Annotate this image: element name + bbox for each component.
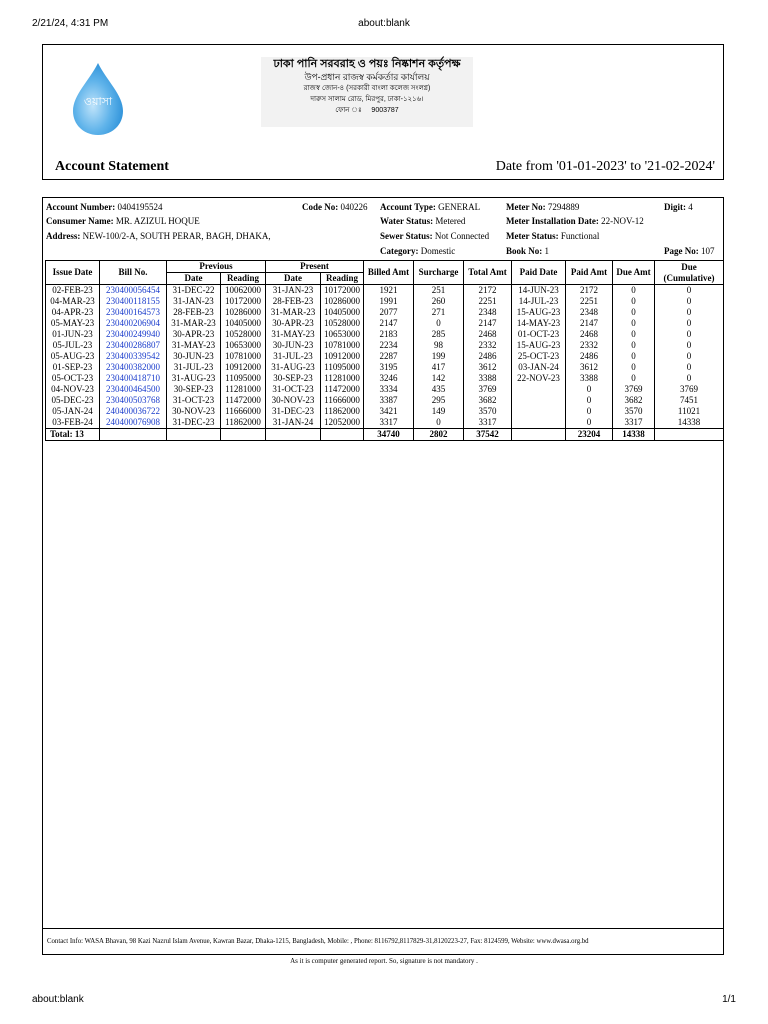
category: Category: Domestic xyxy=(380,246,456,256)
print-footer xyxy=(32,994,736,1008)
cell-previous-reading: 10781000 xyxy=(221,351,266,362)
cell-total-amt: 3388 xyxy=(464,373,512,384)
cell-total-amt: 3317 xyxy=(464,417,512,429)
cell-previous-date: 31-JUL-23 xyxy=(167,362,221,373)
organization-block xyxy=(261,57,473,127)
book-no: Book No: 1 xyxy=(506,246,550,256)
print-datetime: 2/21/24, 4:31 PM xyxy=(32,18,109,29)
cell-surcharge: 199 xyxy=(414,351,464,362)
cell-due-amt: 3317 xyxy=(613,417,655,429)
cell-due-amt: 3682 xyxy=(613,395,655,406)
header-due-amt: Due Amt xyxy=(613,261,655,285)
table-row xyxy=(46,318,724,329)
header-present-date: Date xyxy=(266,273,321,285)
cell-due-cumulative: 0 xyxy=(655,318,724,329)
cell-billed-amt: 2287 xyxy=(364,351,414,362)
cell-due-cumulative: 0 xyxy=(655,373,724,384)
cell-bill-no[interactable]: 230400503768 xyxy=(100,395,167,406)
header-previous-date: Date xyxy=(167,273,221,285)
cell-due-cumulative: 14338 xyxy=(655,417,724,429)
cell-billed-amt: 3387 xyxy=(364,395,414,406)
cell-paid-date: 14-MAY-23 xyxy=(512,318,566,329)
address: Address: NEW-100/2-A, SOUTH PERAR, BAGH, DHAKA, xyxy=(46,231,271,241)
cell-billed-amt: 2183 xyxy=(364,329,414,340)
cell-previous-date: 31-JAN-23 xyxy=(167,296,221,307)
cell-previous-reading: 11472000 xyxy=(221,395,266,406)
cell-previous-date: 31-MAR-23 xyxy=(167,318,221,329)
cell-surcharge: 0 xyxy=(414,417,464,429)
cell-total-amt: 2468 xyxy=(464,329,512,340)
cell-surcharge: 285 xyxy=(414,329,464,340)
cell-surcharge: 251 xyxy=(414,285,464,297)
cell-issue-date: 05-JUL-23 xyxy=(46,340,100,351)
cell-previous-reading: 11666000 xyxy=(221,406,266,417)
cell-paid-amt: 2332 xyxy=(566,340,613,351)
header-previous: Previous xyxy=(167,261,266,273)
cell-present-date: 30-JUN-23 xyxy=(266,340,321,351)
cell-issue-date: 02-FEB-23 xyxy=(46,285,100,297)
cell-previous-reading: 10405000 xyxy=(221,318,266,329)
cell-due-amt: 0 xyxy=(613,285,655,297)
print-header xyxy=(32,18,736,32)
cell-previous-date: 30-JUN-23 xyxy=(167,351,221,362)
contact-info xyxy=(43,928,723,956)
cell-paid-date xyxy=(512,395,566,406)
cell-present-reading: 10172000 xyxy=(321,285,364,297)
total-paid-amt: 23204 xyxy=(566,429,613,441)
statement-table xyxy=(45,260,724,441)
cell-total-amt: 3612 xyxy=(464,362,512,373)
cell-issue-date: 05-AUG-23 xyxy=(46,351,100,362)
cell-due-cumulative: 0 xyxy=(655,362,724,373)
header-present-reading: Reading xyxy=(321,273,364,285)
cell-issue-date: 05-DEC-23 xyxy=(46,395,100,406)
cell-bill-no[interactable]: 230400118155 xyxy=(100,296,167,307)
org-address: দারুস সালাম রোড, মিরপুর, ঢাকা-১২১৬। xyxy=(310,96,424,103)
cell-bill-no[interactable]: 230400206904 xyxy=(100,318,167,329)
cell-bill-no[interactable]: 230400382000 xyxy=(100,362,167,373)
cell-previous-reading: 10912000 xyxy=(221,362,266,373)
table-row xyxy=(46,384,724,395)
cell-previous-reading: 10062000 xyxy=(221,285,266,297)
cell-total-amt: 3769 xyxy=(464,384,512,395)
table-row xyxy=(46,285,724,297)
header-present: Present xyxy=(266,261,364,273)
header-issue-date: Issue Date xyxy=(46,261,100,285)
cell-billed-amt: 3421 xyxy=(364,406,414,417)
cell-paid-date: 03-JAN-24 xyxy=(512,362,566,373)
cell-previous-reading: 11281000 xyxy=(221,384,266,395)
digit: Digit: 4 xyxy=(664,202,693,212)
cell-paid-amt: 0 xyxy=(566,395,613,406)
cell-present-date: 31-JUL-23 xyxy=(266,351,321,362)
cell-previous-reading: 10172000 xyxy=(221,296,266,307)
cell-due-amt: 0 xyxy=(613,318,655,329)
cell-paid-amt: 3612 xyxy=(566,362,613,373)
cell-previous-date: 31-AUG-23 xyxy=(167,373,221,384)
cell-issue-date: 04-APR-23 xyxy=(46,307,100,318)
org-office: উপ-প্রধান রাজস্ব কর্মকর্তার কার্যালয় xyxy=(304,72,430,82)
header-paid-amt: Paid Amt xyxy=(566,261,613,285)
cell-issue-date: 05-JAN-24 xyxy=(46,406,100,417)
cell-due-cumulative: 7451 xyxy=(655,395,724,406)
cell-issue-date: 01-JUN-23 xyxy=(46,329,100,340)
cell-previous-reading: 11862000 xyxy=(221,417,266,429)
cell-bill-no[interactable]: 240400076908 xyxy=(100,417,167,429)
table-row xyxy=(46,351,724,362)
org-phone-number: 9003787 xyxy=(371,107,399,114)
cell-billed-amt: 2147 xyxy=(364,318,414,329)
print-url: about:blank xyxy=(32,994,84,1005)
header-paid-date: Paid Date xyxy=(512,261,566,285)
header-billed-amt: Billed Amt xyxy=(364,261,414,285)
cell-total-amt: 2251 xyxy=(464,296,512,307)
cell-due-cumulative: 0 xyxy=(655,351,724,362)
cell-previous-date: 31-DEC-22 xyxy=(167,285,221,297)
cell-due-cumulative: 11021 xyxy=(655,406,724,417)
cell-surcharge: 295 xyxy=(414,395,464,406)
org-name: ঢাকা পানি সরবরাহ ও পয়ঃ নিষ্কাশন কর্তৃপক্ষ xyxy=(273,58,461,70)
cell-previous-date: 28-FEB-23 xyxy=(167,307,221,318)
cell-surcharge: 142 xyxy=(414,373,464,384)
cell-present-reading: 11666000 xyxy=(321,395,364,406)
cell-due-amt: 0 xyxy=(613,351,655,362)
print-page-number: 1/1 xyxy=(722,994,736,1005)
cell-due-cumulative: 0 xyxy=(655,329,724,340)
cell-paid-amt: 2147 xyxy=(566,318,613,329)
cell-issue-date: 05-MAY-23 xyxy=(46,318,100,329)
cell-billed-amt: 3246 xyxy=(364,373,414,384)
cell-total-amt: 3570 xyxy=(464,406,512,417)
cell-surcharge: 260 xyxy=(414,296,464,307)
statement-body xyxy=(42,197,724,955)
cell-present-reading: 10286000 xyxy=(321,296,364,307)
cell-due-amt: 3570 xyxy=(613,406,655,417)
cell-previous-reading: 11095000 xyxy=(221,373,266,384)
website-link[interactable]: www.dwasa.org.bd xyxy=(536,938,589,945)
cell-previous-reading: 10653000 xyxy=(221,340,266,351)
cell-billed-amt: 3317 xyxy=(364,417,414,429)
cell-present-reading: 11281000 xyxy=(321,373,364,384)
cell-paid-amt: 2468 xyxy=(566,329,613,340)
cell-present-reading: 11095000 xyxy=(321,362,364,373)
cell-paid-amt: 2486 xyxy=(566,351,613,362)
cell-issue-date: 04-NOV-23 xyxy=(46,384,100,395)
cell-present-reading: 10912000 xyxy=(321,351,364,362)
logo-text: ওয়াসা xyxy=(83,95,113,108)
sewer-status: Sewer Status: Not Connected xyxy=(380,231,490,241)
cell-paid-amt: 2172 xyxy=(566,285,613,297)
cell-bill-no[interactable]: 230400339542 xyxy=(100,351,167,362)
cell-present-reading: 10781000 xyxy=(321,340,364,351)
cell-billed-amt: 2077 xyxy=(364,307,414,318)
print-title: about:blank xyxy=(358,18,410,29)
table-row xyxy=(46,307,724,318)
meter-installation-date: Meter Installation Date: 22-NOV-12 xyxy=(506,216,644,226)
table-row xyxy=(46,329,724,340)
cell-paid-date: 15-AUG-23 xyxy=(512,307,566,318)
page-no: Page No: 107 xyxy=(664,246,715,256)
cell-bill-no[interactable]: 230400056454 xyxy=(100,285,167,297)
table-row xyxy=(46,406,724,417)
cell-issue-date: 05-OCT-23 xyxy=(46,373,100,384)
cell-present-reading: 10405000 xyxy=(321,307,364,318)
cell-paid-amt: 0 xyxy=(566,417,613,429)
cell-paid-date xyxy=(512,417,566,429)
cell-paid-date: 15-AUG-23 xyxy=(512,340,566,351)
cell-total-amt: 2147 xyxy=(464,318,512,329)
table-row xyxy=(46,373,724,384)
cell-paid-date: 25-OCT-23 xyxy=(512,351,566,362)
cell-paid-amt: 2251 xyxy=(566,296,613,307)
cell-paid-date: 14-JUN-23 xyxy=(512,285,566,297)
cell-present-date: 31-MAR-23 xyxy=(266,307,321,318)
cell-due-amt: 3769 xyxy=(613,384,655,395)
cell-total-amt: 2348 xyxy=(464,307,512,318)
org-phone-label: ফোন ঃ xyxy=(335,107,362,114)
totals-row xyxy=(46,429,724,441)
cell-paid-date xyxy=(512,384,566,395)
cell-bill-no[interactable]: 230400418710 xyxy=(100,373,167,384)
header-surcharge: Surcharge xyxy=(414,261,464,285)
cell-total-amt: 2332 xyxy=(464,340,512,351)
footnote: As it is computer generated report. So, signature is not mandatory . xyxy=(290,957,478,965)
wasa-logo-icon xyxy=(65,59,131,137)
cell-present-date: 28-FEB-23 xyxy=(266,296,321,307)
cell-previous-reading: 10286000 xyxy=(221,307,266,318)
meter-status: Meter Status: Functional xyxy=(506,231,600,241)
cell-due-amt: 0 xyxy=(613,329,655,340)
statement-rows xyxy=(46,285,724,429)
cell-present-reading: 11862000 xyxy=(321,406,364,417)
cell-paid-date xyxy=(512,406,566,417)
cell-previous-date: 31-MAY-23 xyxy=(167,340,221,351)
cell-present-reading: 10653000 xyxy=(321,329,364,340)
cell-due-amt: 0 xyxy=(613,307,655,318)
header-previous-reading: Reading xyxy=(221,273,266,285)
cell-bill-no[interactable]: 230400464500 xyxy=(100,384,167,395)
table-row xyxy=(46,417,724,429)
cell-previous-date: 30-SEP-23 xyxy=(167,384,221,395)
cell-previous-date: 30-NOV-23 xyxy=(167,406,221,417)
cell-paid-date: 22-NOV-23 xyxy=(512,373,566,384)
cell-billed-amt: 3334 xyxy=(364,384,414,395)
cell-total-amt: 2172 xyxy=(464,285,512,297)
cell-due-cumulative: 0 xyxy=(655,296,724,307)
cell-present-date: 30-SEP-23 xyxy=(266,373,321,384)
cell-billed-amt: 3195 xyxy=(364,362,414,373)
cell-previous-date: 31-OCT-23 xyxy=(167,395,221,406)
org-zone: রাজস্ব জোন-৪ (সরকারী বাংলা কলেজ সংলগ্ন) xyxy=(303,85,431,92)
cell-paid-amt: 2348 xyxy=(566,307,613,318)
header-due-cumulative: Due (Cumulative) xyxy=(655,261,724,285)
cell-paid-amt: 3388 xyxy=(566,373,613,384)
cell-issue-date: 03-FEB-24 xyxy=(46,417,100,429)
code-no: Code No: 040226 xyxy=(302,202,368,212)
cell-surcharge: 0 xyxy=(414,318,464,329)
cell-present-date: 30-NOV-23 xyxy=(266,395,321,406)
date-range: Date from '01-01-2023' to '21-02-2024' xyxy=(495,159,715,174)
statement-header xyxy=(42,44,724,180)
cell-present-date: 31-OCT-23 xyxy=(266,384,321,395)
cell-due-amt: 0 xyxy=(613,340,655,351)
cell-present-reading: 10528000 xyxy=(321,318,364,329)
cell-present-reading: 11472000 xyxy=(321,384,364,395)
cell-present-date: 31-JAN-23 xyxy=(266,285,321,297)
cell-issue-date: 04-MAR-23 xyxy=(46,296,100,307)
meter-no: Meter No: 7294889 xyxy=(506,202,580,212)
cell-present-reading: 12052000 xyxy=(321,417,364,429)
cell-bill-no[interactable]: 230400286807 xyxy=(100,340,167,351)
cell-due-cumulative: 3769 xyxy=(655,384,724,395)
cell-previous-date: 30-APR-23 xyxy=(167,329,221,340)
table-row xyxy=(46,340,724,351)
cell-previous-date: 31-DEC-23 xyxy=(167,417,221,429)
cell-due-cumulative: 0 xyxy=(655,285,724,297)
cell-due-amt: 0 xyxy=(613,362,655,373)
cell-present-date: 31-AUG-23 xyxy=(266,362,321,373)
cell-surcharge: 98 xyxy=(414,340,464,351)
table-row xyxy=(46,296,724,307)
water-status: Water Status: Metered xyxy=(380,216,466,226)
cell-billed-amt: 1921 xyxy=(364,285,414,297)
cell-present-date: 30-APR-23 xyxy=(266,318,321,329)
cell-due-amt: 0 xyxy=(613,296,655,307)
cell-due-amt: 0 xyxy=(613,373,655,384)
cell-surcharge: 417 xyxy=(414,362,464,373)
cell-bill-no[interactable]: 240400036722 xyxy=(100,406,167,417)
cell-billed-amt: 1991 xyxy=(364,296,414,307)
total-total-amt: 37542 xyxy=(464,429,512,441)
cell-surcharge: 271 xyxy=(414,307,464,318)
cell-present-date: 31-DEC-23 xyxy=(266,406,321,417)
cell-surcharge: 149 xyxy=(414,406,464,417)
org-phone xyxy=(261,105,473,116)
cell-paid-amt: 0 xyxy=(566,406,613,417)
total-due-amt: 14338 xyxy=(613,429,655,441)
cell-due-cumulative: 0 xyxy=(655,307,724,318)
account-number: Account Number: 0404195524 xyxy=(46,202,163,212)
header-bill-no: Bill No. xyxy=(100,261,167,285)
total-label: Total: 13 xyxy=(46,429,100,441)
header-total-amt: Total Amt xyxy=(464,261,512,285)
cell-total-amt: 2486 xyxy=(464,351,512,362)
total-billed-amt: 34740 xyxy=(364,429,414,441)
cell-paid-amt: 0 xyxy=(566,384,613,395)
cell-paid-date: 01-OCT-23 xyxy=(512,329,566,340)
consumer-name: Consumer Name: MR. AZIZUL HOQUE xyxy=(46,216,200,226)
cell-paid-date: 14-JUL-23 xyxy=(512,296,566,307)
cell-due-cumulative: 0 xyxy=(655,340,724,351)
cell-previous-reading: 10528000 xyxy=(221,329,266,340)
cell-surcharge: 435 xyxy=(414,384,464,395)
cell-billed-amt: 2234 xyxy=(364,340,414,351)
cell-total-amt: 3682 xyxy=(464,395,512,406)
table-row xyxy=(46,395,724,406)
account-type: Account Type: GENERAL xyxy=(380,202,481,212)
cell-bill-no[interactable]: 230400164573 xyxy=(100,307,167,318)
cell-issue-date: 01-SEP-23 xyxy=(46,362,100,373)
contact-text: Contact Info: WASA Bhavan, 98 Kazi Nazrul Islam Avenue, Kawran Bazar, Dhaka-1215, Bangladesh, Mobile: , Phone: 8116792,8117829-31,8120223-27, Fax: 8124599, Website: xyxy=(47,938,535,945)
cell-present-date: 31-MAY-23 xyxy=(266,329,321,340)
total-surcharge: 2802 xyxy=(414,429,464,441)
cell-bill-no[interactable]: 230400249940 xyxy=(100,329,167,340)
table-row xyxy=(46,362,724,373)
statement-title: Account Statement xyxy=(55,159,169,174)
cell-present-date: 31-JAN-24 xyxy=(266,417,321,429)
